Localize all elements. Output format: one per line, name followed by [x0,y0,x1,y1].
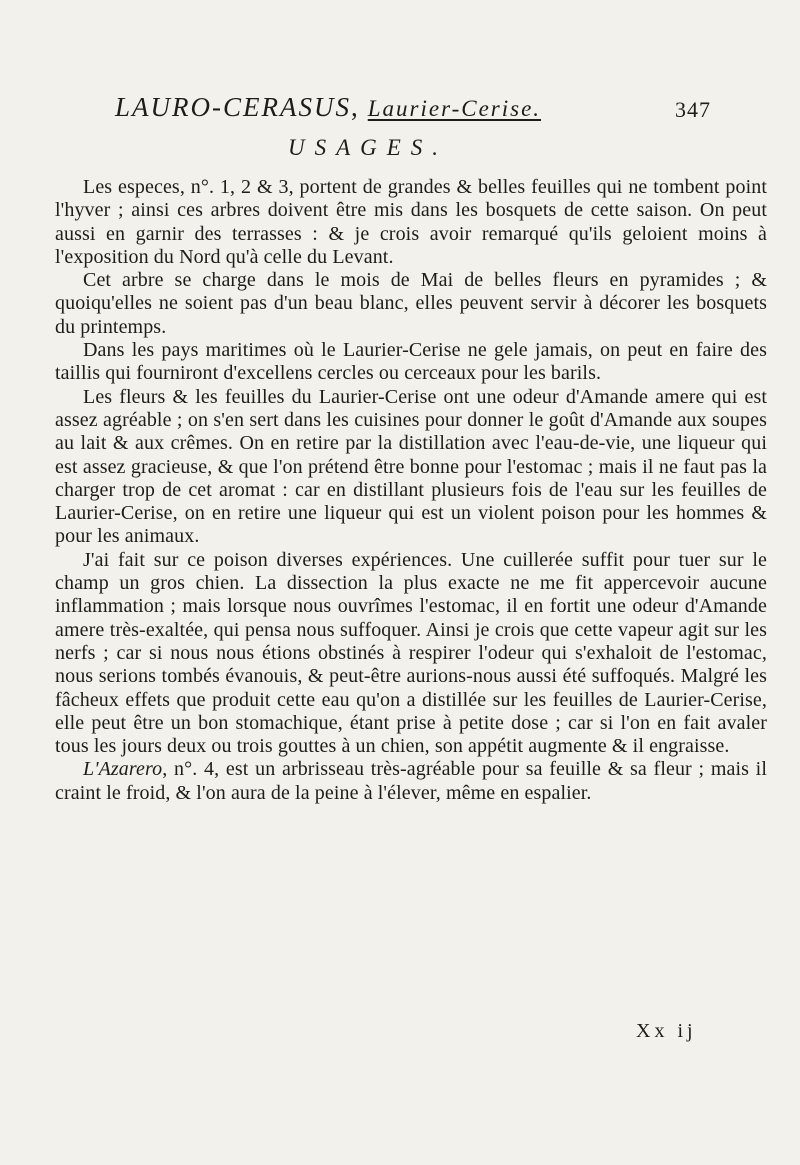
running-title-french: Laurier-Cerise. [367,96,542,121]
paragraph-1 [55,176,767,269]
paragraph-4 [55,386,767,549]
paragraph-2-text: Cet arbre se charge dans le mois de Mai de belles fleurs en pyramides ; & quoiqu'elles ne soient pas d'un beau blanc, elles peuvent servir à décorer les bosquets du printemps. [55,269,767,338]
paragraph-1-text: Les especes, n°. 1, 2 & 3, portent de grandes & belles feuilles qui ne tombent point l'hyver ; ainsi ces arbres doivent être mis dans les bosquets de cette saison. On peut aussi en garnir des terrasses : & je crois avoir remarqué qu'ils geloient moins à l'exposition du Nord qu'à celle du Levant. [55,176,767,268]
running-title-latin: LAURO-CERASUS [115,92,351,122]
paragraph-6-lead: L'Azarero [83,758,163,781]
section-title: USAGES. [287,135,449,160]
paragraph-5 [55,549,767,759]
paragraph-3 [55,339,767,386]
paragraph-6 [55,758,767,805]
signature-mark: Xx ij [636,1020,697,1042]
running-head [115,92,715,130]
paragraph-2 [55,269,767,339]
running-title [115,92,541,123]
paragraph-3-text: Dans les pays maritimes où le Laurier-Cerise ne gele jamais, on peut en faire des taillis qui fourniront d'excellens cercles ou cerceaux pour les barils. [55,339,767,385]
paragraph-6-text: , n°. 4, est un arbrisseau très-agréable pour sa feuille & sa fleur ; mais il craint le froid, & l'on aura de la peine à l'élever, même en espalier. [55,758,767,804]
paragraph-4-text: Les fleurs & les feuilles du Laurier-Cerise ont une odeur d'Amande amere qui est assez agréable ; on s'en sert dans les cuisines pour donner le goût d'Amande aux soupes au lait & aux crêmes. On en retire par la distillation avec l'eau-de-vie, une liqueur qui est assez gracieuse, & que l'on prétend être bonne pour l'estomac ; mais il ne faut pas la charger trop de cet aromat : car en distillant plusieurs fois de l'eau sur les feuilles de Laurier-Cerise, on en retire une liqueur qui est un violent poison pour les hommes & pour les animaux. [55,385,767,548]
page-number: 347 [675,97,711,122]
body-text [55,176,767,805]
running-title-separator: , [350,92,360,122]
paragraph-5-text: J'ai fait sur ce poison diverses expériences. Une cuillerée suffit pour tuer sur le champ un gros chien. La dissection la plus exacte ne me fit appercevoir aucune inflammation ; mais lorsque nous ouvrîmes l'estomac, il en fortit une odeur d'Amande amere très-exaltée, qui pensa nous suffoquer. Ainsi je crois que cette vapeur agit sur les nerfs ; car si nous nous étions obstinés à respirer l'odeur qui s'exhaloit de l'estomac, nous serions tombés évanouis, & peut-être aurions-nous aussi été suffoqués. Malgré les fâcheux effets que produit cette eau qu'on a distillée sur les feuilles de Laurier-Cerise, elle peut être un bon stomachique, étant prise à petite dose ; car si l'on en fait avaler tous les jours deux ou trois gouttes à un chien, son appétit augmente & il engraisse. [55,548,767,758]
